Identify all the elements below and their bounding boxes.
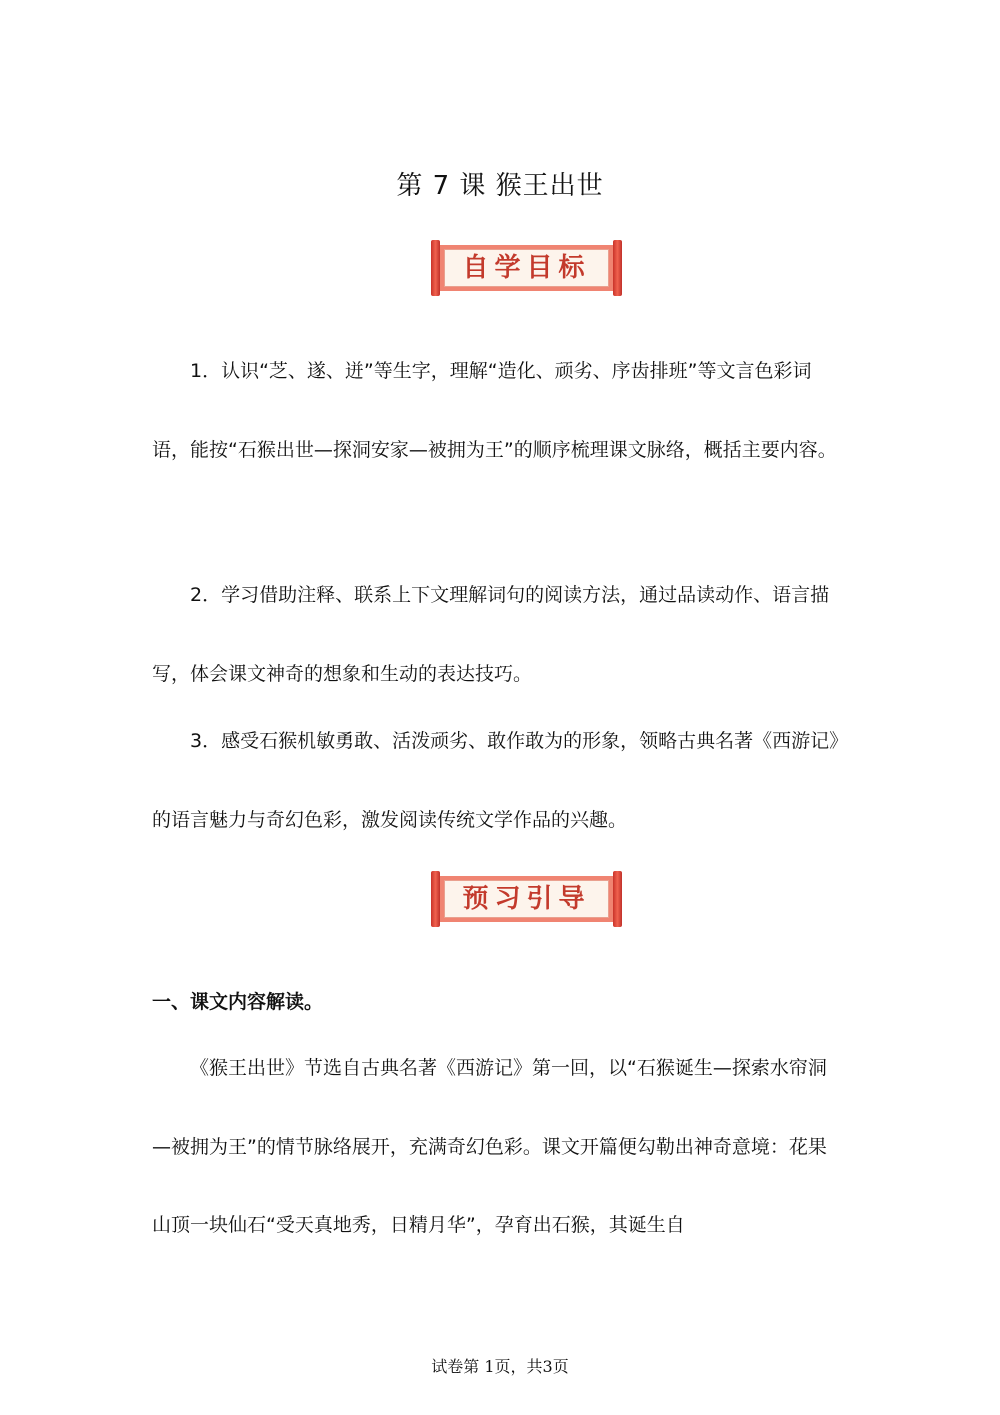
scroll-rod-right — [613, 871, 622, 927]
reading-paragraph: 《猴王出世》节选自古典名著《西游记》第一回，以“石猴诞生—探索水帘洞—被拥为王”的情节脉络展开，充满奇幻色彩。课文开篇便勾勒出神奇意境：花果山顶一块仙石“受天真地秀，日精月华”，孕育出石猴，其诞生自 — [152, 1057, 827, 1236]
page-title: 第 7 课 猴王出世 — [396, 171, 604, 201]
objective-3: 3．感受石猴机敏勇敢、活泼顽劣、敢作敢为的形象，领略古典名著《西游记》的语言魅力与奇幻色彩，激发阅读传统文学作品的兴趣。 — [152, 730, 839, 831]
self-study-goals-banner — [431, 240, 622, 296]
scroll-inner — [444, 249, 609, 287]
section-heading: 一、课文内容解读。 — [152, 991, 324, 1013]
objective-1: 1．认识“芝、遂、迸”等生字，理解“造化、顽劣、序齿排班”等文言色彩词语，能按“石猴出世—探洞安家—被拥为王”的顺序梳理课文脉络，概括主要内容。 — [152, 360, 837, 461]
preview-guide-label: 预习引导 — [462, 884, 591, 914]
objective-2: 2．学习借助注释、联系上下文理解词句的阅读方法，通过品读动作、语言描写，体会课文神奇的想象和生动的表达技巧。 — [152, 584, 830, 685]
scroll-rod-left — [431, 240, 440, 296]
scroll-inner — [444, 880, 609, 918]
page-footer: 试卷第 1页，共3页 — [431, 1357, 569, 1376]
scroll-paper — [440, 245, 613, 291]
scroll-rod-left — [431, 871, 440, 927]
self-study-goals-label: 自学目标 — [462, 253, 591, 283]
preview-guide-banner — [431, 871, 622, 927]
scroll-paper — [440, 876, 613, 922]
scroll-rod-right — [613, 240, 622, 296]
